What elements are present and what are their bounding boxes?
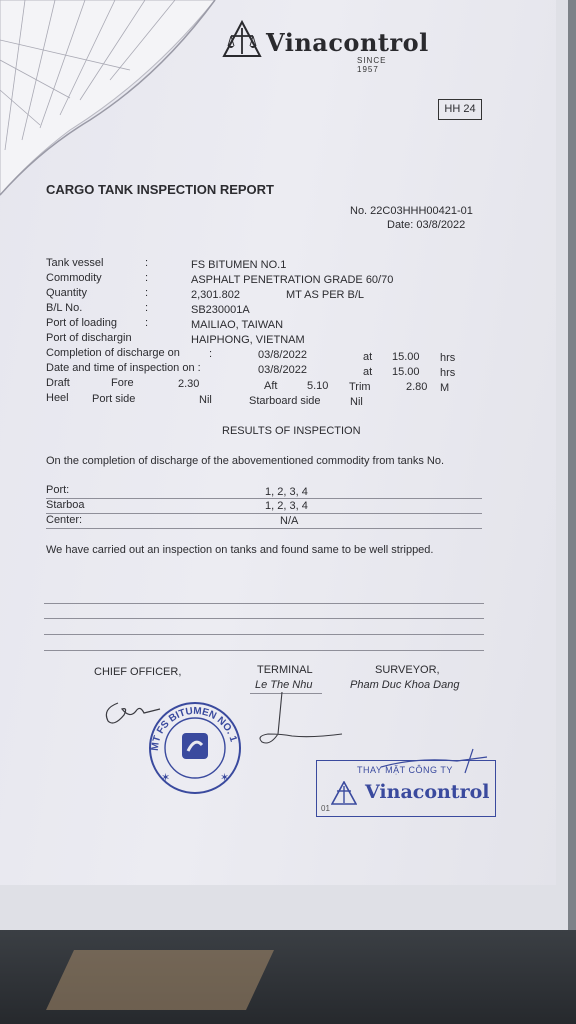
terminal-name: Le The Nhu <box>255 679 313 691</box>
vessel-label: Tank vessel <box>46 257 104 269</box>
colon: : <box>145 272 149 284</box>
inspection-at: at <box>363 366 373 378</box>
colon: : <box>145 317 149 329</box>
quantity-label: Quantity <box>46 287 87 299</box>
loading-label: Port of loading <box>46 317 117 329</box>
trim-label: Trim <box>349 381 371 393</box>
blank-line <box>44 603 484 604</box>
blank-line <box>44 650 484 651</box>
brand-since: SINCE 1957 <box>357 56 387 74</box>
colon: : <box>145 257 149 269</box>
quantity-value: 2,301.802 <box>191 289 240 301</box>
svg-text:✶: ✶ <box>220 771 230 784</box>
starboard-side-label: Starboard side <box>249 395 321 407</box>
completion-date: 03/8/2022 <box>258 349 307 361</box>
aft-label: Aft <box>264 380 278 392</box>
company-stamp-top: THAY MẶT CÔNG TY <box>357 765 453 775</box>
tank-center-line <box>46 528 482 529</box>
blank-line <box>44 634 484 635</box>
completion-time: 15.00 <box>392 351 420 363</box>
tank-port-value: 1, 2, 3, 4 <box>265 486 308 498</box>
tank-center-label: Center: <box>46 514 83 526</box>
bl-value: SB230001A <box>191 304 250 316</box>
tank-port-label: Port: <box>46 484 70 496</box>
trim-unit: M <box>440 382 450 394</box>
blank-line <box>44 618 484 619</box>
svg-text:✶: ✶ <box>161 771 171 784</box>
wood-strip <box>46 950 274 1010</box>
report-date: Date: 03/8/2022 <box>387 219 466 231</box>
heel-label: Heel <box>46 392 69 404</box>
inspection-time: 15.00 <box>392 366 420 378</box>
tank-starboard-label: Starboa <box>46 499 85 511</box>
company-stamp-number: 01 <box>321 804 330 813</box>
trim-value: 2.80 <box>406 381 428 393</box>
brand-name: Vinacontrol <box>266 28 429 57</box>
vessel-stamp-text: MT FS BITUMEN NO. 1 <box>149 705 239 752</box>
results-intro: On the completion of discharge of the abovementioned commodity from tanks No. <box>46 455 445 467</box>
colon: : <box>209 348 213 360</box>
report-number: No. 22C03HHH00421-01 <box>350 205 473 217</box>
report-title: CARGO TANK INSPECTION REPORT <box>46 182 274 197</box>
tank-starboard-value: 1, 2, 3, 4 <box>265 500 308 512</box>
inspection-label: Date and time of inspection on : <box>46 362 201 374</box>
inspection-date: 03/8/2022 <box>258 364 307 376</box>
completion-label: Completion of discharge on <box>46 347 180 359</box>
port-side-value: Nil <box>199 394 212 406</box>
results-heading: RESULTS OF INSPECTION <box>222 425 361 437</box>
terminal-signature <box>252 690 362 760</box>
quantity-unit: MT AS PER B/L <box>286 289 365 301</box>
loading-value: MAILIAO, TAIWAN <box>191 319 284 331</box>
completion-unit: hrs <box>440 352 456 364</box>
tank-starboard-line <box>46 513 482 514</box>
statement: We have carried out an inspection on tanks and found same to be well stripped. <box>46 544 434 556</box>
commodity-label: Commodity <box>46 272 102 284</box>
colon: : <box>145 287 149 299</box>
surveyor-label: SURVEYOR, <box>375 664 440 676</box>
surveyor-signature <box>377 747 497 777</box>
surveyor-name: Pham Duc Khoa Dang <box>350 679 460 691</box>
completion-at: at <box>363 351 373 363</box>
discharging-label: Port of dischargin <box>46 332 132 344</box>
vessel-stamp <box>146 699 244 797</box>
discharging-value: HAIPHONG, VIETNAM <box>191 334 305 346</box>
fore-label: Fore <box>111 377 134 389</box>
colon: : <box>145 302 149 314</box>
aft-value: 5.10 <box>307 380 329 392</box>
terminal-label: TERMINAL <box>257 664 313 676</box>
scales-icon <box>331 781 357 805</box>
vessel-value: FS BITUMEN NO.1 <box>191 259 287 271</box>
chief-officer-label: CHIEF OFFICER, <box>94 666 182 678</box>
commodity-value: ASPHALT PENETRATION GRADE 60/70 <box>191 274 394 286</box>
vinacontrol-logo <box>222 20 429 74</box>
doc-code: HH 24 <box>438 99 482 120</box>
port-side-label: Port side <box>92 393 136 405</box>
company-stamp-name: Vinacontrol <box>365 781 490 803</box>
bl-label: B/L No. <box>46 302 83 314</box>
fore-value: 2.30 <box>178 378 200 390</box>
starboard-side-value: Nil <box>350 396 363 408</box>
inspection-unit: hrs <box>440 367 456 379</box>
company-stamp <box>316 760 496 817</box>
draft-label: Draft <box>46 377 70 389</box>
tank-port-line <box>46 498 482 499</box>
scales-icon <box>222 20 262 60</box>
tank-center-value: N/A <box>280 515 299 527</box>
page-curl <box>0 0 240 200</box>
